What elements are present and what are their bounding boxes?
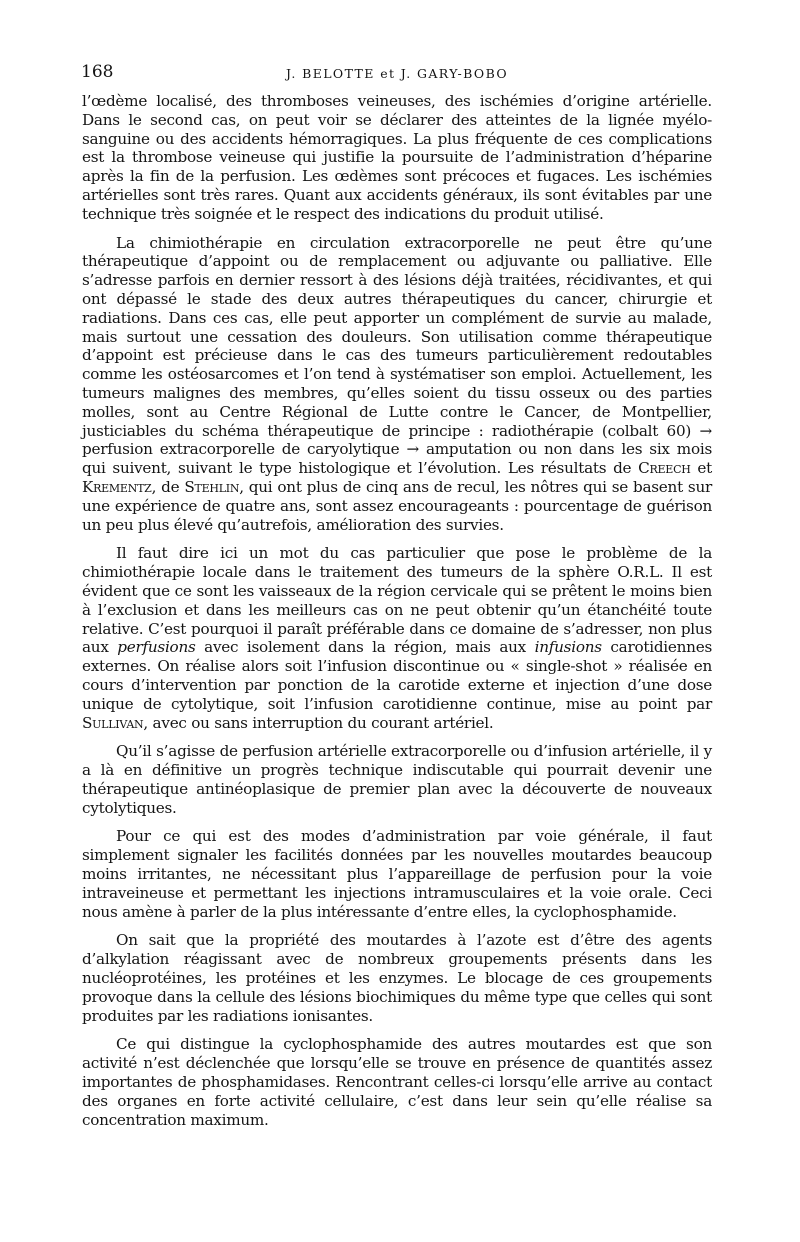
author-sullivan: Sullivan: [82, 713, 144, 732]
running-head: J. BELOTTE et J. GARY-BOBO: [285, 66, 509, 81]
paragraph-3-text-d: , avec ou sans interruption du courant artériel.: [143, 713, 494, 732]
paragraph-2-text-b: et: [690, 459, 712, 478]
paragraph-3-text-a: Il faut dire ici un mot du cas particulier que pose le problème de la chimiothérapie locale dans le traitement des tumeurs de la sphère O.R.L. Il est évident que ce sont les vaisseaux de la région cervicale qui se prêtent le moins bien à l’exclusion et dans les meilleurs cas on ne peut obtenir qu’un étanchéité toute relative. C’est pourquoi il paraît préférable dans ce domaine de s’adresser, non plus aux: [82, 544, 712, 657]
page-number: 168: [81, 62, 114, 82]
paragraph-2-text-a: La chimiothérapie en circulation extracorporelle ne peut être qu’une thérapeutique d’appoint ou de remplacement ou adjuvante ou palliative. Elle s’adresse parfois en dernier ressort à des lésions déjà traitées, récidivantes, et qui ont dépassé le stade des deux autres thérapeutiques du cancer, chirurgie et radiations. Dans ces cas, elle peut apporter un complément de survie au malade, mais surtout une cessation des douleurs. Son utilisation comme thérapeutique d’appoint est précieuse dans le cas des tumeurs particulièrement redoutables comme les ostéosarcomes et l’on tend à systématiser son emploi. Actuellement, les tumeurs malignes des membres, qu’elles soient du tissu osseux ou des parties molles, sont au Centre Régional de Lutte contre le Cancer, de Montpellier, justiciables du schéma thérapeutique de principe : radiothérapie (colbalt 60) → perfusion extracorporelle de caryolytique → amputation ou non dans les six mois qui suivent, suivant le type histologique et l’évolution. Les résultats de: [82, 233, 712, 478]
paragraph-2-text-d: , qui ont plus de cinq ans de recul, les nôtres qui se basent sur une expérience de quatre ans, sont assez encourageants : pourcentage de guérison un peu plus élevé qu’autrefois, amélioration des survies.: [82, 477, 712, 534]
page: [82, 62, 712, 1139]
paragraph-1: l’œdème localisé, des thromboses veineuses, des ischémies d’origine artérielle. Dans le second cas, on peut voir se déclarer des atteintes de la lignée myélo-sanguine ou des accidents hémorragiques. La plus fréquente de ces complications est la thrombose veineuse qui justifie la poursuite de l’administration d’héparine après la fin de la perfusion. Les œdèmes sont précoces et fugaces. Les ischémies artérielles sont très rares. Quant aux accidents généraux, ils sont évitables par une technique très soignée et le respect des indications du produit utilisé.: [82, 92, 712, 223]
author-creech: Creech: [638, 459, 691, 478]
paragraph-6: On sait que la propriété des moutardes à l’azote est d’être des agents d’alkylation réagissant avec de nombreux groupements présents dans les nucléoprotéines, les protéines et les enzymes. Le blocage de ces groupements provoque dans la cellule des lésions biochimiques du même type que celles qui sont produites par les radiations ionisantes.: [82, 931, 712, 1025]
paragraph-3-text-b: avec isolement dans la région, mais aux: [195, 638, 535, 657]
paragraph-5: Pour ce qui est des modes d’administration par voie générale, il faut simplement signaler les facilités données par les nouvelles moutardes beaucoup moins irritantes, ne nécessitant plus l’appareillage de perfusion pour la voie intraveineuse et permettant les injections intramusculaires et la voie orale. Ceci nous amène à parler de la plus intéressante d’entre elles, la cyclophosphamide.: [82, 827, 712, 921]
paragraph-2: [82, 234, 712, 535]
paragraph-3: [82, 544, 712, 732]
paragraph-4: Qu’il s’agisse de perfusion artérielle extracorporelle ou d’infusion artérielle, il y a là en définitive un progrès technique indiscutable qui pourrait devenir une thérapeutique antinéoplasique de premier plan avec la découverte de nouveaux cytolytiques.: [82, 742, 712, 817]
author-krementz: Krementz: [82, 477, 152, 496]
paragraph-2-text-c: , de: [151, 477, 185, 496]
page-header: [82, 62, 712, 90]
paragraph-7: Ce qui distingue la cyclophosphamide des autres moutardes est que son activité n’est déclenchée que lorsqu’elle se trouve en présence de quantités assez importantes de phosphamidases. Rencontrant celles-ci lorsqu’elle arrive au contact des organes en forte activité cellulaire, c’est dans leur sein qu’elle réalise sa concentration maximum.: [82, 1035, 712, 1129]
emphasis-infusions: infusions: [534, 638, 602, 657]
paragraph-3-text-c: carotidiennes externes. On réalise alors soit l’infusion discontinue ou « single-shot » réalisée en cours d’intervention par ponction de la carotide externe et injection d’une dose unique de cytolytique, soit l’infusion carotidienne continue, mise au point par: [82, 638, 713, 713]
author-stehlin: Stehlin: [184, 477, 240, 496]
emphasis-perfusions: perfusions: [117, 638, 196, 657]
